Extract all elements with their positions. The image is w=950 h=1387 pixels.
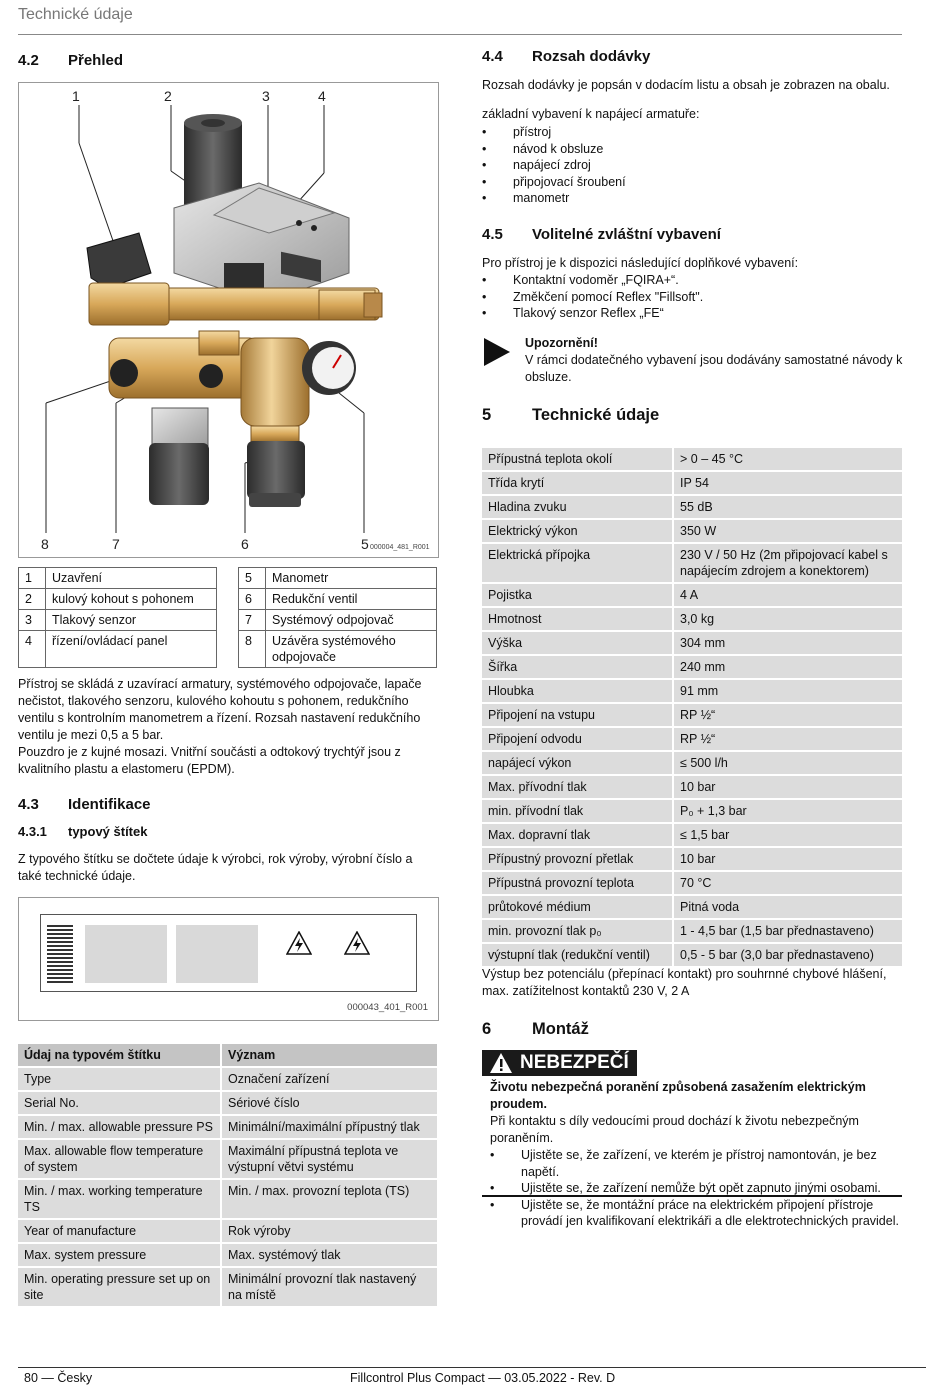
danger-label: NEBEZPEČÍ xyxy=(520,1052,629,1073)
legend-number: 7 xyxy=(239,610,266,631)
scope-intro: základní vybavení k napájecí armatuře: xyxy=(482,107,700,121)
legend-row xyxy=(239,589,437,610)
overview-paragraph-1: Přístroj se skládá z uzavírací armatury, systémového odpojovače, lapače nečistot, tlakového senzoru, kulového kohoutu s pohonem, redukčního ventilu s kontrolním manometrem a řízení. Rozsah nastavení redukčního ventilu je mezi 0,5 a 5 bar. xyxy=(18,677,422,742)
note-arrow-icon xyxy=(484,338,510,366)
type-plate xyxy=(40,914,417,992)
header-rule xyxy=(18,34,902,35)
spec-value: 91 mm xyxy=(673,679,903,703)
spec-value: 70 °C xyxy=(673,871,903,895)
section-title: Montáž xyxy=(532,1020,589,1038)
table-row xyxy=(481,583,903,607)
spec-label: Max. přívodní tlak xyxy=(481,775,673,799)
list-item: • Ujistěte se, že zařízení nemůže být opět zapnuto jinými osobami. xyxy=(490,1180,900,1197)
note-text: V rámci dodatečného vybavení jsou dodávány samostatné návody k obsluze. xyxy=(525,353,903,384)
table-header-cell: Údaj na typovém štítku xyxy=(17,1043,221,1067)
legend-number: 1 xyxy=(19,568,46,589)
spec-value: 0,5 - 5 bar (3,0 bar přednastaveno) xyxy=(673,943,903,967)
type-plate-text: Z typového štítku se dočtete údaje k výrobci, rok výroby, výrobní číslo a také technické údaje. xyxy=(18,852,413,883)
legend-label: Redukční ventil xyxy=(266,589,437,610)
legend-row xyxy=(239,568,437,589)
spec-value: Pitná voda xyxy=(673,895,903,919)
spec-label: Elektrický výkon xyxy=(481,519,673,543)
spec-label: Hmotnost xyxy=(481,607,673,631)
spec-label: Max. dopravní tlak xyxy=(481,823,673,847)
section-number: 4.4 xyxy=(482,48,503,65)
table-row xyxy=(481,727,903,751)
table-cell: Min. / max. provozní teplota (TS) xyxy=(221,1179,438,1219)
callout-7: 7 xyxy=(112,536,120,552)
spec-value: > 0 – 45 °C xyxy=(673,447,903,471)
callout-3: 3 xyxy=(262,88,270,104)
section-4-4-heading xyxy=(482,48,650,65)
table-cell: Sériové číslo xyxy=(221,1091,438,1115)
spec-label: průtokové médium xyxy=(481,895,673,919)
spec-value: ≤ 1,5 bar xyxy=(673,823,903,847)
device-illustration xyxy=(19,83,438,557)
legend-table-left xyxy=(18,567,217,668)
spec-label: Výška xyxy=(481,631,673,655)
legend-label: Uzávěra systémového odpojovače xyxy=(266,631,437,668)
spec-label: Hladina zvuku xyxy=(481,495,673,519)
spec-label: Elektrická přípojka xyxy=(481,543,673,583)
scope-list xyxy=(482,124,902,207)
spec-label: napájecí výkon xyxy=(481,751,673,775)
legend-label: Manometr xyxy=(266,568,437,589)
running-header: Technické údaje xyxy=(18,6,133,23)
table-row xyxy=(481,751,903,775)
table-header-cell: Význam xyxy=(221,1043,438,1067)
section-title: Rozsah dodávky xyxy=(532,48,651,65)
table-row xyxy=(17,1067,438,1091)
section-number: 5 xyxy=(482,406,492,424)
legend-row xyxy=(239,631,437,668)
table-row xyxy=(481,655,903,679)
table-cell: Min. / max. allowable pressure PS xyxy=(17,1115,221,1139)
table-cell: Type xyxy=(17,1067,221,1091)
overview-paragraph-2: Pouzdro je z kujné mosazi. Vnitřní součásti a odtokový trychtýř jsou z kvalitního plastu a elastomeru (EPDM). xyxy=(18,745,401,776)
table-row xyxy=(481,799,903,823)
list-item: • Ujistěte se, že zařízení, ve kterém je přístroj namontován, je bez napětí. xyxy=(490,1147,900,1180)
legend-number: 5 xyxy=(239,568,266,589)
table-row xyxy=(17,1243,438,1267)
footer-document: Fillcontrol Plus Compact — 03.05.2022 - Rev. D xyxy=(350,1371,616,1385)
section-title: typový štítek xyxy=(68,824,148,839)
spec-value: 240 mm xyxy=(673,655,903,679)
callout-4: 4 xyxy=(318,88,326,104)
section-number: 4.2 xyxy=(18,52,39,69)
table-row xyxy=(481,447,903,471)
table-row xyxy=(17,1139,438,1179)
list-item: • napájecí zdroj xyxy=(482,157,902,174)
spec-value: ≤ 500 l/h xyxy=(673,751,903,775)
spec-label: Připojení na vstupu xyxy=(481,703,673,727)
spec-value: RP ½“ xyxy=(673,727,903,751)
table-row xyxy=(17,1267,438,1307)
legend-table-right xyxy=(238,567,437,668)
table-row xyxy=(481,679,903,703)
legend-number: 4 xyxy=(19,631,46,668)
table-cell: Min. / max. working temperature TS xyxy=(17,1179,221,1219)
table-row xyxy=(481,519,903,543)
legend-number: 3 xyxy=(19,610,46,631)
table-row xyxy=(17,1179,438,1219)
optional-list xyxy=(482,272,902,322)
section-4-3-1-heading xyxy=(18,824,147,839)
section-4-2-heading xyxy=(18,52,123,69)
list-item: • Změkčení pomocí Reflex "Fillsoft". xyxy=(482,289,902,306)
list-item: • návod k obsluze xyxy=(482,141,902,158)
callout-6: 6 xyxy=(241,536,249,552)
spec-value: RP ½“ xyxy=(673,703,903,727)
table-row xyxy=(481,871,903,895)
scope-text: Rozsah dodávky je popsán v dodacím listu a obsah je zobrazen na obalu. xyxy=(482,78,890,92)
table-cell: Maximální přípustná teplota ve výstupní větvi systému xyxy=(221,1139,438,1179)
list-item: • Ujistěte se, že montážní práce na elektrickém připojení přístroje provádí jen kvalifikovaní elektrikáři a dle elektrotechnických pravidel. xyxy=(490,1197,900,1230)
danger-text: Při kontaktu s díly vedoucími proud dochází k životu nebezpečným poraněním. xyxy=(490,1114,859,1145)
legend-label: Systémový odpojovač xyxy=(266,610,437,631)
spec-label: Přípustná provozní teplota xyxy=(481,871,673,895)
type-plate-figure xyxy=(18,897,439,1021)
danger-list xyxy=(490,1147,900,1230)
plate-field xyxy=(85,925,167,983)
warning-triangle-icon xyxy=(490,1053,512,1073)
list-item: • manometr xyxy=(482,190,902,207)
table-row xyxy=(481,703,903,727)
table-cell: Minimální/maximální přípustný tlak xyxy=(221,1115,438,1139)
table-row xyxy=(481,943,903,967)
high-voltage-warning-icon xyxy=(344,931,370,955)
table-header-row xyxy=(17,1043,438,1067)
spec-value: 4 A xyxy=(673,583,903,607)
overview-description xyxy=(18,676,440,778)
list-item: • připojovací šroubení xyxy=(482,174,902,191)
table-cell: Min. operating pressure set up on site xyxy=(17,1267,221,1307)
type-plate-table xyxy=(16,1042,439,1308)
legend-row xyxy=(19,589,217,610)
table-cell: Year of manufacture xyxy=(17,1219,221,1243)
table-row xyxy=(481,495,903,519)
danger-content xyxy=(490,1079,900,1230)
spec-label: Pojistka xyxy=(481,583,673,607)
table-cell: Minimální provozní tlak nastavený na místě xyxy=(221,1267,438,1307)
section-4-3-heading xyxy=(18,796,151,813)
callout-2: 2 xyxy=(164,88,172,104)
section-number: 4.5 xyxy=(482,226,503,243)
legend-row xyxy=(19,568,217,589)
spec-value: 10 bar xyxy=(673,775,903,799)
table-cell: Označení zařízení xyxy=(221,1067,438,1091)
section-number: 4.3.1 xyxy=(18,824,47,839)
section-5-heading xyxy=(482,406,659,425)
legend-number: 6 xyxy=(239,589,266,610)
section-title: Identifikace xyxy=(68,796,151,813)
plate-field xyxy=(176,925,258,983)
legend-number: 2 xyxy=(19,589,46,610)
spec-value: 230 V / 50 Hz (2m připojovací kabel s napájecím zdrojem a konektorem) xyxy=(673,543,903,583)
high-voltage-warning-icon xyxy=(286,931,312,955)
table-row xyxy=(481,543,903,583)
spec-label: Hloubka xyxy=(481,679,673,703)
table-row xyxy=(481,607,903,631)
spec-label: min. přívodní tlak xyxy=(481,799,673,823)
table-row xyxy=(481,631,903,655)
spec-label: min. provozní tlak p₀ xyxy=(481,919,673,943)
table-row xyxy=(17,1091,438,1115)
callout-1: 1 xyxy=(72,88,80,104)
spec-value: 3,0 kg xyxy=(673,607,903,631)
table-cell: Rok výroby xyxy=(221,1219,438,1243)
legend-label: Uzavření xyxy=(46,568,217,589)
table-row xyxy=(481,471,903,495)
footer-rule xyxy=(18,1367,926,1368)
table-row xyxy=(17,1219,438,1243)
spec-label: výstupní tlak (redukční ventil) xyxy=(481,943,673,967)
spec-value: 55 dB xyxy=(673,495,903,519)
list-item: • Kontaktní vodoměr „FQIRA+“. xyxy=(482,272,902,289)
table-row xyxy=(481,775,903,799)
device-overview-figure xyxy=(18,82,439,558)
optional-intro: Pro přístroj je k dispozici následující doplňkové vybavení: xyxy=(482,256,799,270)
spec-label: Třída krytí xyxy=(481,471,673,495)
spec-label: Připojení odvodu xyxy=(481,727,673,751)
legend-number: 8 xyxy=(239,631,266,668)
technical-data-table xyxy=(480,446,904,968)
table-row xyxy=(481,895,903,919)
technical-footnote: Výstup bez potenciálu (přepínací kontakt) pro souhrnné chybové hlášení, max. zatížitelnost kontaktů 230 V, 2 A xyxy=(482,967,887,998)
spec-value: IP 54 xyxy=(673,471,903,495)
note-title: Upozornění! xyxy=(525,336,598,350)
section-number: 6 xyxy=(482,1020,492,1038)
legend-label: řízení/ovládací panel xyxy=(46,631,217,668)
legend-label: kulový kohout s pohonem xyxy=(46,589,217,610)
figure-code: 000004_481_R001 xyxy=(370,544,430,551)
spec-label: Přípustný provozní přetlak xyxy=(481,847,673,871)
legend-label: Tlakový senzor xyxy=(46,610,217,631)
table-row xyxy=(481,847,903,871)
section-4-5-heading xyxy=(482,226,721,243)
section-title: Technické údaje xyxy=(532,406,660,424)
callout-5: 5 xyxy=(361,536,369,552)
table-row xyxy=(481,823,903,847)
section-title: Přehled xyxy=(68,52,124,69)
legend-row xyxy=(19,610,217,631)
spec-value: 304 mm xyxy=(673,631,903,655)
danger-title: Životu nebezpečná poranění způsobená zasažením elektrickým proudem. xyxy=(490,1080,866,1111)
table-cell: Max. system pressure xyxy=(17,1243,221,1267)
spec-value: 350 W xyxy=(673,519,903,543)
footer-page: 80 — Česky xyxy=(24,1371,93,1385)
danger-badge xyxy=(482,1050,637,1076)
section-title: Volitelné zvláštní vybavení xyxy=(532,226,721,243)
spec-value: P₀ + 1,3 bar xyxy=(673,799,903,823)
list-item: • Tlakový senzor Reflex „FE“ xyxy=(482,305,902,322)
spec-value: 1 - 4,5 bar (1,5 bar přednastaveno) xyxy=(673,919,903,943)
spec-label: Přípustná teplota okolí xyxy=(481,447,673,471)
note-box xyxy=(525,335,903,386)
list-item: • přístroj xyxy=(482,124,902,141)
spec-label: Šířka xyxy=(481,655,673,679)
table-cell: Serial No. xyxy=(17,1091,221,1115)
figure-code: 000043_401_R001 xyxy=(347,1002,428,1013)
table-cell: Max. allowable flow temperature of system xyxy=(17,1139,221,1179)
spec-value: 10 bar xyxy=(673,847,903,871)
callout-8: 8 xyxy=(41,536,49,552)
table-row xyxy=(17,1115,438,1139)
legend-row xyxy=(19,631,217,668)
technical-data-body xyxy=(481,447,903,967)
section-6-heading xyxy=(482,1020,589,1039)
table-row xyxy=(481,919,903,943)
table-cell: Max. systémový tlak xyxy=(221,1243,438,1267)
barcode-icon xyxy=(47,925,73,983)
legend-row xyxy=(239,610,437,631)
section-number: 4.3 xyxy=(18,796,39,813)
